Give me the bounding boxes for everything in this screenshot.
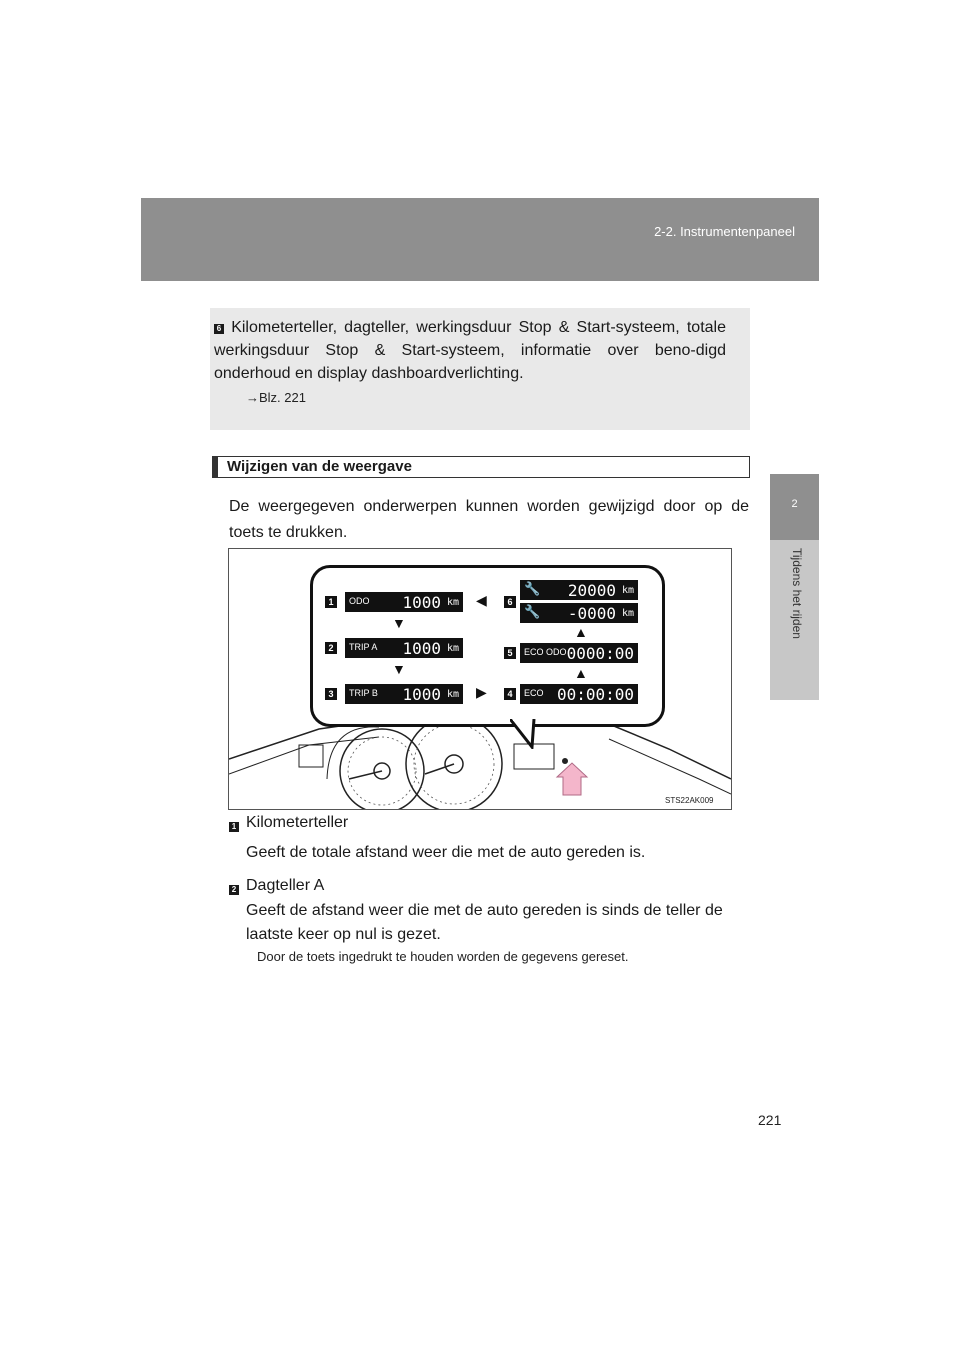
display-marker-1: 1 bbox=[325, 596, 337, 608]
display-odo: ODO 1000 km bbox=[345, 592, 463, 612]
arrow-down-icon: ▼ bbox=[392, 615, 406, 631]
arrow-right-icon: ▶ bbox=[476, 684, 487, 700]
display-marker-2: 2 bbox=[325, 642, 337, 654]
info-box-text bbox=[214, 316, 726, 385]
display-trip-a: TRIP A 1000 km bbox=[345, 638, 463, 658]
item-2-desc: Geeft de afstand weer die met de auto gereden is sinds de teller de laatste keer op nul is gezet. bbox=[246, 902, 723, 943]
figure-label: STS22AK009 bbox=[665, 796, 714, 805]
display-eco-odo: ECO ODO 0000:00 bbox=[520, 643, 638, 663]
item-marker: 2 bbox=[229, 885, 239, 895]
body-paragraph: De weergegeven onderwerpen kunnen worden gewijzigd door op de toets te drukken. bbox=[229, 498, 749, 541]
section-title: Wijzigen van de weergave bbox=[227, 458, 412, 475]
chapter-number: 2 bbox=[791, 498, 798, 510]
display-marker-3: 3 bbox=[325, 688, 337, 700]
wrench-icon: 🔧 bbox=[524, 604, 541, 619]
display-eco: ECO 00:00:00 bbox=[520, 684, 638, 704]
display-service-2: 🔧 -0000 km bbox=[520, 603, 638, 623]
wrench-icon: 🔧 bbox=[524, 581, 541, 596]
arrow-up-icon: ▲ bbox=[574, 665, 588, 681]
note-text: Door de toets ingedrukt te houden worden de gegevens gereset. bbox=[257, 949, 629, 964]
section-title-bar bbox=[213, 457, 218, 477]
section-header: 2-2. Instrumentenpaneel bbox=[654, 224, 795, 239]
arrow-left-icon: ◀ bbox=[476, 592, 487, 608]
display-marker-6: 6 bbox=[504, 596, 516, 608]
header-band bbox=[141, 198, 819, 281]
item-2 bbox=[229, 880, 239, 898]
display-trip-b: TRIP B 1000 km bbox=[345, 684, 463, 704]
item-1-label: Kilometerteller bbox=[246, 814, 349, 831]
arrow-down-icon: ▼ bbox=[392, 661, 406, 677]
info-box-paragraph: Kilometerteller, dagteller, werkingsduur Stop & Start-systeem, totale werkingsduur Stop & Start-systeem, informatie over beno-digd onderhoud en display dashboardverlichting. bbox=[214, 319, 726, 382]
page-reference: →Blz. 221 bbox=[246, 390, 306, 405]
item-2-label: Dagteller A bbox=[246, 877, 325, 894]
item-1 bbox=[229, 817, 239, 835]
display-marker-4: 4 bbox=[504, 688, 516, 700]
callout-tail bbox=[510, 719, 550, 749]
arrow-up-icon: ▲ bbox=[574, 624, 588, 640]
item-marker: 6 bbox=[214, 324, 224, 334]
chapter-title: Tijdens het rijden bbox=[790, 548, 804, 639]
item-marker: 1 bbox=[229, 822, 239, 832]
section-title-box bbox=[212, 456, 750, 478]
display-service-1: 🔧 20000 km bbox=[520, 580, 638, 600]
pointer-arrow-icon bbox=[557, 763, 587, 795]
page-number: 221 bbox=[758, 1112, 782, 1128]
display-marker-5: 5 bbox=[504, 647, 516, 659]
item-1-desc: Geeft de totale afstand weer die met de auto gereden is. bbox=[246, 844, 646, 861]
